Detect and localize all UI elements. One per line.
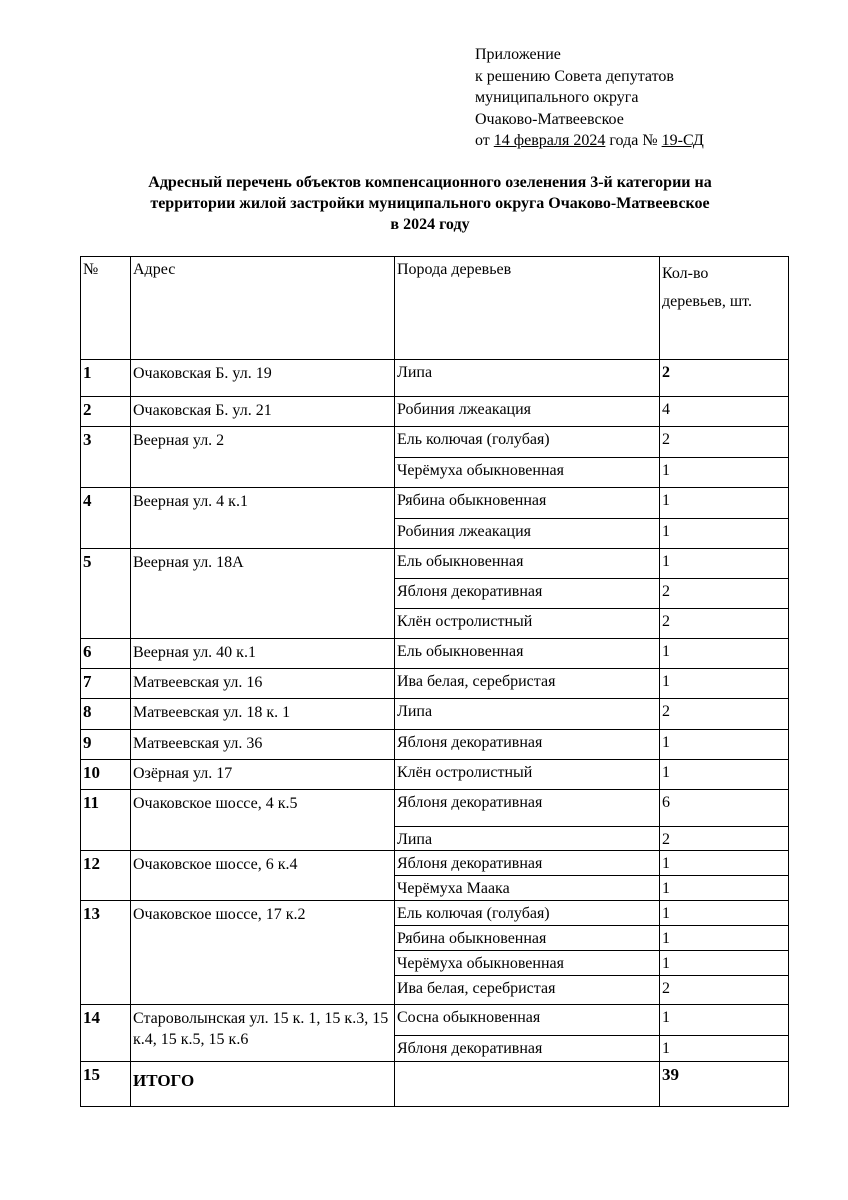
row-species: Липа <box>395 827 660 851</box>
row-species: Ива белая, серебристая <box>395 976 660 1005</box>
row-address: Очаковское шоссе, 6 к.4 <box>131 851 395 901</box>
row-species: Рябина обыкновенная <box>395 488 660 519</box>
row-count: 1 <box>660 1005 789 1036</box>
decision-date-line <box>475 130 815 152</box>
table-row <box>81 549 789 579</box>
row-count: 2 <box>660 360 789 397</box>
row-count: 2 <box>660 579 789 609</box>
row-number: 14 <box>81 1005 131 1062</box>
row-number: 1 <box>81 360 131 397</box>
header-num: № <box>81 257 131 360</box>
row-address: Веерная ул. 40 к.1 <box>131 639 395 669</box>
row-species: Яблоня декоративная <box>395 851 660 876</box>
row-count: 1 <box>660 488 789 519</box>
row-number: 11 <box>81 790 131 851</box>
row-number: 6 <box>81 639 131 669</box>
table-row <box>81 639 789 669</box>
row-species: Липа <box>395 360 660 397</box>
row-number: 3 <box>81 427 131 488</box>
title-line: территории жилой застройки муниципального округа Очаково-Матвеевское <box>150 195 710 212</box>
table-row <box>81 851 789 876</box>
total-number: 15 <box>81 1062 131 1107</box>
row-count: 1 <box>660 876 789 901</box>
appendix-line: муниципального округа <box>475 89 639 106</box>
row-count: 2 <box>660 699 789 730</box>
appendix-line: Приложение <box>475 46 561 63</box>
row-address: Очаковская Б. ул. 19 <box>131 360 395 397</box>
row-count: 1 <box>660 669 789 699</box>
table-row <box>81 360 789 397</box>
appendix-line: к решению Совета депутатов <box>475 67 674 85</box>
row-number: 9 <box>81 730 131 760</box>
row-count: 4 <box>660 397 789 427</box>
row-address: Озёрная ул. 17 <box>131 760 395 790</box>
date-mid: года № <box>605 132 662 149</box>
row-count: 1 <box>660 519 789 549</box>
row-number: 2 <box>81 397 131 427</box>
row-number: 10 <box>81 760 131 790</box>
document-title <box>90 172 770 235</box>
row-count: 1 <box>660 851 789 876</box>
header-address: Адрес <box>131 257 395 360</box>
row-species: Сосна обыкновенная <box>395 1005 660 1036</box>
table-row <box>81 699 789 730</box>
row-species: Клён остролистный <box>395 609 660 639</box>
row-address: Веерная ул. 2 <box>131 427 395 488</box>
table-row <box>81 397 789 427</box>
row-count: 1 <box>660 901 789 926</box>
row-address: Матвеевская ул. 18 к. 1 <box>131 699 395 730</box>
row-species: Яблоня декоративная <box>395 579 660 609</box>
decision-number: 19-СД <box>661 132 704 149</box>
row-count: 1 <box>660 549 789 579</box>
row-address: Матвеевская ул. 36 <box>131 730 395 760</box>
row-number: 7 <box>81 669 131 699</box>
table-row <box>81 488 789 519</box>
row-count: 1 <box>660 458 789 488</box>
row-species: Яблоня декоративная <box>395 1036 660 1062</box>
row-species: Рябина обыкновенная <box>395 926 660 951</box>
appendix-header <box>475 44 815 152</box>
row-count: 2 <box>660 609 789 639</box>
header-count <box>660 257 789 360</box>
total-row <box>81 1062 789 1107</box>
total-count: 39 <box>660 1062 789 1107</box>
row-species: Черёмуха обыкновенная <box>395 951 660 976</box>
title-line: в 2024 году <box>390 216 470 233</box>
row-number: 4 <box>81 488 131 549</box>
row-count: 1 <box>660 730 789 760</box>
table-row <box>81 790 789 827</box>
decision-date: 14 февраля 2024 <box>493 132 606 149</box>
row-species: Ель обыкновенная <box>395 639 660 669</box>
table-row <box>81 760 789 790</box>
table-row <box>81 427 789 458</box>
row-species: Клён остролистный <box>395 760 660 790</box>
row-number: 13 <box>81 901 131 1005</box>
table-row <box>81 1005 789 1036</box>
title-line: Адресный перечень объектов компенсационного озеленения 3-й категории на <box>148 174 712 191</box>
row-species: Черёмуха обыкновенная <box>395 458 660 488</box>
row-species: Яблоня декоративная <box>395 790 660 827</box>
row-species: Робиния лжеакация <box>395 397 660 427</box>
row-count: 6 <box>660 790 789 827</box>
row-species: Робиния лжеакация <box>395 519 660 549</box>
row-address: Веерная ул. 4 к.1 <box>131 488 395 549</box>
total-label: ИТОГО <box>131 1062 395 1107</box>
row-address: Матвеевская ул. 16 <box>131 669 395 699</box>
table-row <box>81 669 789 699</box>
table-body <box>81 257 789 1107</box>
row-count: 1 <box>660 926 789 951</box>
row-species: Ива белая, серебристая <box>395 669 660 699</box>
date-prefix: от <box>475 132 494 149</box>
table-row <box>81 901 789 926</box>
row-species: Черёмуха Маака <box>395 876 660 901</box>
row-count: 2 <box>660 827 789 851</box>
row-number: 12 <box>81 851 131 901</box>
table-header-row <box>81 257 789 360</box>
row-count: 2 <box>660 976 789 1005</box>
row-count: 1 <box>660 760 789 790</box>
row-species: Яблоня декоративная <box>395 730 660 760</box>
row-species: Ель обыкновенная <box>395 549 660 579</box>
row-address: Очаковское шоссе, 4 к.5 <box>131 790 395 851</box>
row-address: Веерная ул. 18А <box>131 549 395 639</box>
row-address: Очаковское шоссе, 17 к.2 <box>131 901 395 1005</box>
row-count: 1 <box>660 639 789 669</box>
row-number: 8 <box>81 699 131 730</box>
row-count: 1 <box>660 951 789 976</box>
header-species: Порода деревьев <box>395 257 660 360</box>
table-row <box>81 730 789 760</box>
header-count-line1: Кол-во <box>662 265 709 282</box>
appendix-line: Очаково-Матвеевское <box>475 110 624 128</box>
row-count: 2 <box>660 427 789 458</box>
row-number: 5 <box>81 549 131 639</box>
trees-table <box>80 256 789 1107</box>
total-species-empty <box>395 1062 660 1107</box>
row-species: Ель колючая (голубая) <box>395 427 660 458</box>
row-address: Староволынская ул. 15 к. 1, 15 к.3, 15 к.4, 15 к.5, 15 к.6 <box>131 1005 395 1062</box>
row-count: 1 <box>660 1036 789 1062</box>
header-count-line2: деревьев, шт. <box>662 293 752 310</box>
row-address: Очаковская Б. ул. 21 <box>131 397 395 427</box>
row-species: Ель колючая (голубая) <box>395 901 660 926</box>
row-species: Липа <box>395 699 660 730</box>
